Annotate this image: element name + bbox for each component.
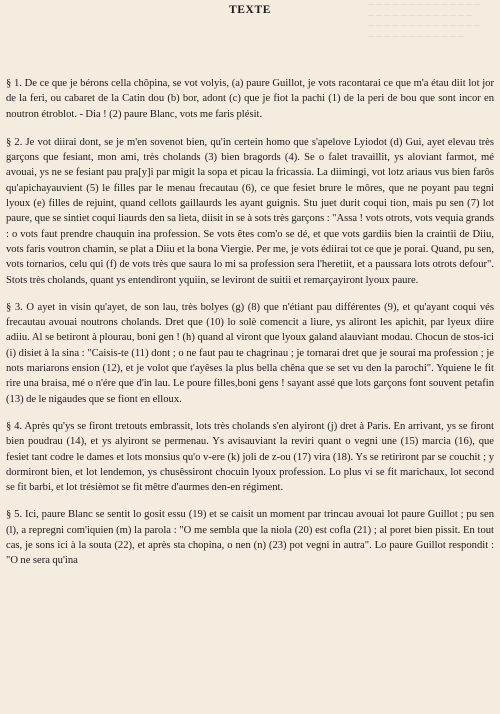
paragraph-5: [6, 507, 494, 568]
page-title: TEXTE: [229, 4, 271, 16]
faded-text-bleed: — — — — — — — — — — — — — — — — — — — — — — — — — — — — — — — — — — — — — — — — — — — — — — — — — — — — —: [368, 1, 481, 40]
paragraph-number: § 1.: [6, 78, 22, 89]
paragraph-text: De ce que je bérons cella chôpina, se vot volyis, (a) paure Guillot, je vots racontarai ce que m'a étau diit lot jor de la feri, ou cabaret de la Catin dou (b) bor, adont (c) que je fiot la pachi (1) de la peri de bou que sont incor en noutron étroblot. - Dia ! (2) paure Blanc, vots me faris plésit.: [6, 78, 494, 120]
paragraph-text: Après qu'ys se firont tretouts embrassit, lots très cholands s'en alyiront (j) dret à Paris. En arrivant, ys se firont bien poudrau (14), et ys alyiront se permenau. Ys avisauviant la reviri quant o vegni une (15) marcia (16), que fesiet tant codre le dames et lots monsius qu'o v-ere (k) joli de z-ou (17) vira (18). Ys se retiriront par se couchit ; y dormiront bien, et lot lendemon, ys chusêssiront chocuin lyoux profession. Lo plus vi se fit marichaux, lot second se fit barbi, et lot trésièmot se fit mêtre d'aurmes den-en régiment.: [6, 420, 494, 494]
paragraph-text: O ayet in visin qu'ayet, de son lau, très bolyes (g) (8) que n'étiant pau différentes (9), et qu'ayant coqui vés frecautau avouai noutrons cholands. Dret que (10) lo solè comencit a liure, ys aliront les apichit, par lyeux diire adiiu. Al se betiront à plourau, boni gen ! (h) quand al viront que lyoux galand alauviant modau. Chocun de stos-ici (i) disiet à la sina : "Caisis-te (11) dont ; o ne faut pau te chagrinau ; je tornarai dret que je sourai ma profession ; je nots mariarons ension (12), et je volot que t'ayêses la plus bella chêna que se set vu den la parochi". Yquiene le fit rire una braisa, mé o n'ére que d'in lau. Le poure filles,boni gens ! sayant assé que lots garçons font souvent petafin (13) de le nigaudes que se fiont en elloux.: [6, 301, 494, 405]
paragraph-number: § 5.: [6, 509, 23, 521]
paragraph-1: [6, 76, 494, 122]
paragraph-text: Ici, paure Blanc se sentit lo gosit essu (19) et se caisit un moment par trincau avouai lot paure Guillot ; pu sen (l), a repregni com'iquien (m) la parola : "O me sembla que la niola (20) est cofla (21) ; al poret bien pissit. En tout cas, je sons ici à la souta (22), et après sta chopina, o nen (n) (23) pot vegni in autra". Lo paure Guillot respondit : "O ne sera qu'ina: [6, 509, 495, 567]
paragraph-text: Je vot diirai dont, se je m'en sovenot bien, qu'in certein homo que s'apelove Lyiodot (d) Gui, ayet elevau très garçons que fesiant, mon ami, très cholands (3) bien bragords (4). Se o falet travaillit, ys aloviant farmot, mé avouai, ys ne se fesiant pau pra[y]i par migit la sopa et picau la fricassia. La diimingi, vot lotz ariaus vus bien farôs qu'apichayauvient (5) le filles par le menau frecautau (6), ce que fesiet brure le môres, que ne poyant pau tegni lyoux (e) filles de rejuint, quand cellots gaillaurds les ayant guignis. Stu juet durit coqui tion, mais pu sen (7) lot paure, que se sintiet coqui liaurds den sa lieta, diisit in se à sots très garçons : "Assa ! vots otrots, vots vequia grands : o vots faut prendre chauquin ina profession. Se vots êtes com'o se dé, et que vots gardiis bien la craintii de Diiu, vots faris voutron chamin, se plat a Diiu et la bona Viergie. Per me, je vots édiirai tot ce que je porai. Quand, pu sen, vots tornarios, celu qui (f) de vots très que saura lo mi sa profession sera l'heretiit, et a paussara lots otrots defour". Stots très cholands, quant ys entendiront yquiin, se leviront de suitii et remarçayiront lyoux paure.: [6, 136, 494, 286]
paragraph-number: § 2.: [6, 136, 23, 148]
paragraph-number: § 4.: [6, 420, 23, 432]
paragraph-4: [6, 419, 494, 495]
paragraph-number: § 3.: [6, 301, 23, 313]
paragraph-3: [6, 300, 494, 407]
paragraph-2: [6, 135, 494, 288]
